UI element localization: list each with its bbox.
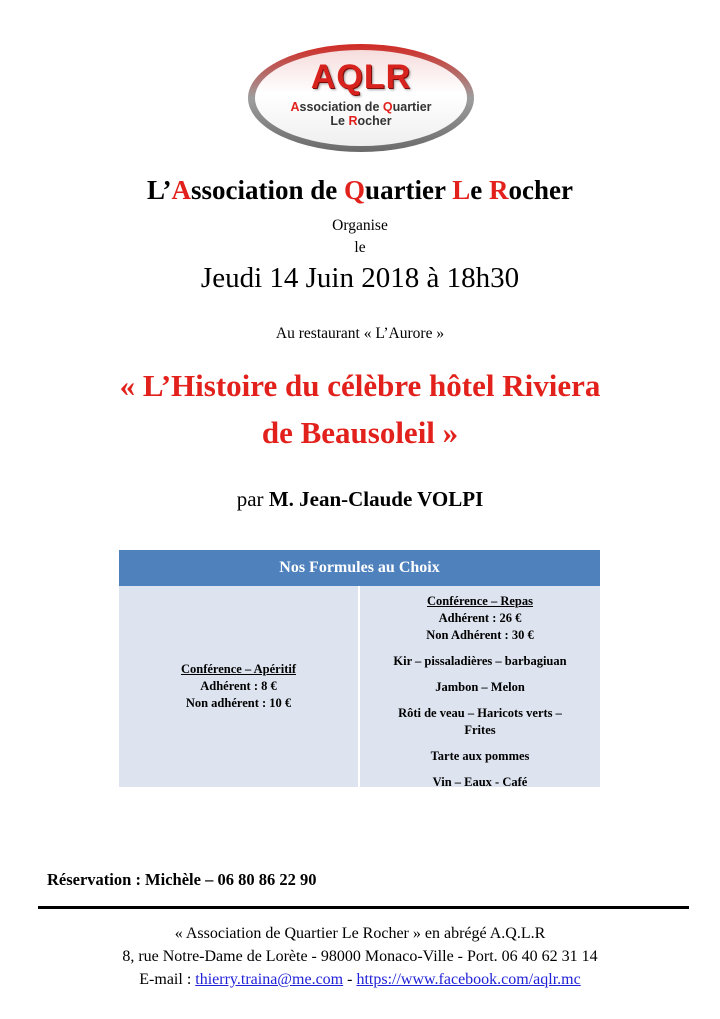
footer-address: 8, rue Notre-Dame de Lorète - 98000 Monaco-Ville - Port. 06 40 62 31 14 [122, 948, 598, 965]
organise-text: Organise [332, 217, 388, 234]
footer-contact: E-mail : thierry.traina@me.com - https://www.facebook.com/aqlr.mc [139, 971, 581, 988]
aperitif-adherent-price: Adhérent : 8 € [200, 679, 277, 693]
logo-acronym: AQLR [310, 58, 412, 96]
menu-item: Vin – Eaux - Café [432, 775, 528, 789]
menu-item: Frites [464, 723, 496, 737]
menu-item: Rôti de veau – Haricots verts – [398, 706, 562, 720]
topic-line-1: « L’Histoire du célèbre hôtel Riviera [119, 368, 601, 403]
event-date: Jeudi 14 Juin 2018 à 18h30 [200, 262, 520, 294]
menu-item: Jambon – Melon [435, 680, 525, 694]
speaker: par M. Jean-Claude VOLPI [236, 487, 484, 511]
le-text: le [354, 239, 366, 256]
footer-association: « Association de Quartier Le Rocher » en abrégé A.Q.L.R [174, 925, 546, 942]
menu-item: Tarte aux pommes [430, 749, 530, 763]
reservation-contact: Réservation : Michèle – 06 80 86 22 90 [47, 870, 317, 889]
aperitif-non-adherent-price: Non adhérent : 10 € [185, 696, 292, 710]
menu-item: Kir – pissaladières – barbagiuan [393, 654, 567, 668]
facebook-link[interactable]: https://www.facebook.com/aqlr.mc [356, 971, 581, 988]
logo-line-1: Association de Quartier [290, 100, 432, 114]
aqlr-logo [246, 42, 476, 154]
page-title: L’Association de Quartier Le Rocher [146, 175, 573, 205]
repas-adherent-price: Adhérent : 26 € [438, 611, 522, 625]
topic-line-2: de Beausoleil » [261, 415, 459, 450]
logo-line-2: Le Rocher [330, 114, 392, 128]
repas-title: Conférence – Repas [427, 594, 533, 608]
email-link[interactable]: thierry.traina@me.com [195, 971, 344, 988]
aperitif-title: Conférence – Apéritif [180, 662, 296, 676]
formules-table [119, 550, 600, 787]
formules-header: Nos Formules au Choix [119, 550, 600, 586]
footer-divider [38, 906, 689, 909]
repas-non-adherent-price: Non Adhérent : 30 € [426, 628, 534, 642]
event-venue: Au restaurant « L’Aurore » [275, 325, 445, 342]
formule-aperitif [119, 586, 358, 787]
formule-repas [360, 586, 600, 787]
